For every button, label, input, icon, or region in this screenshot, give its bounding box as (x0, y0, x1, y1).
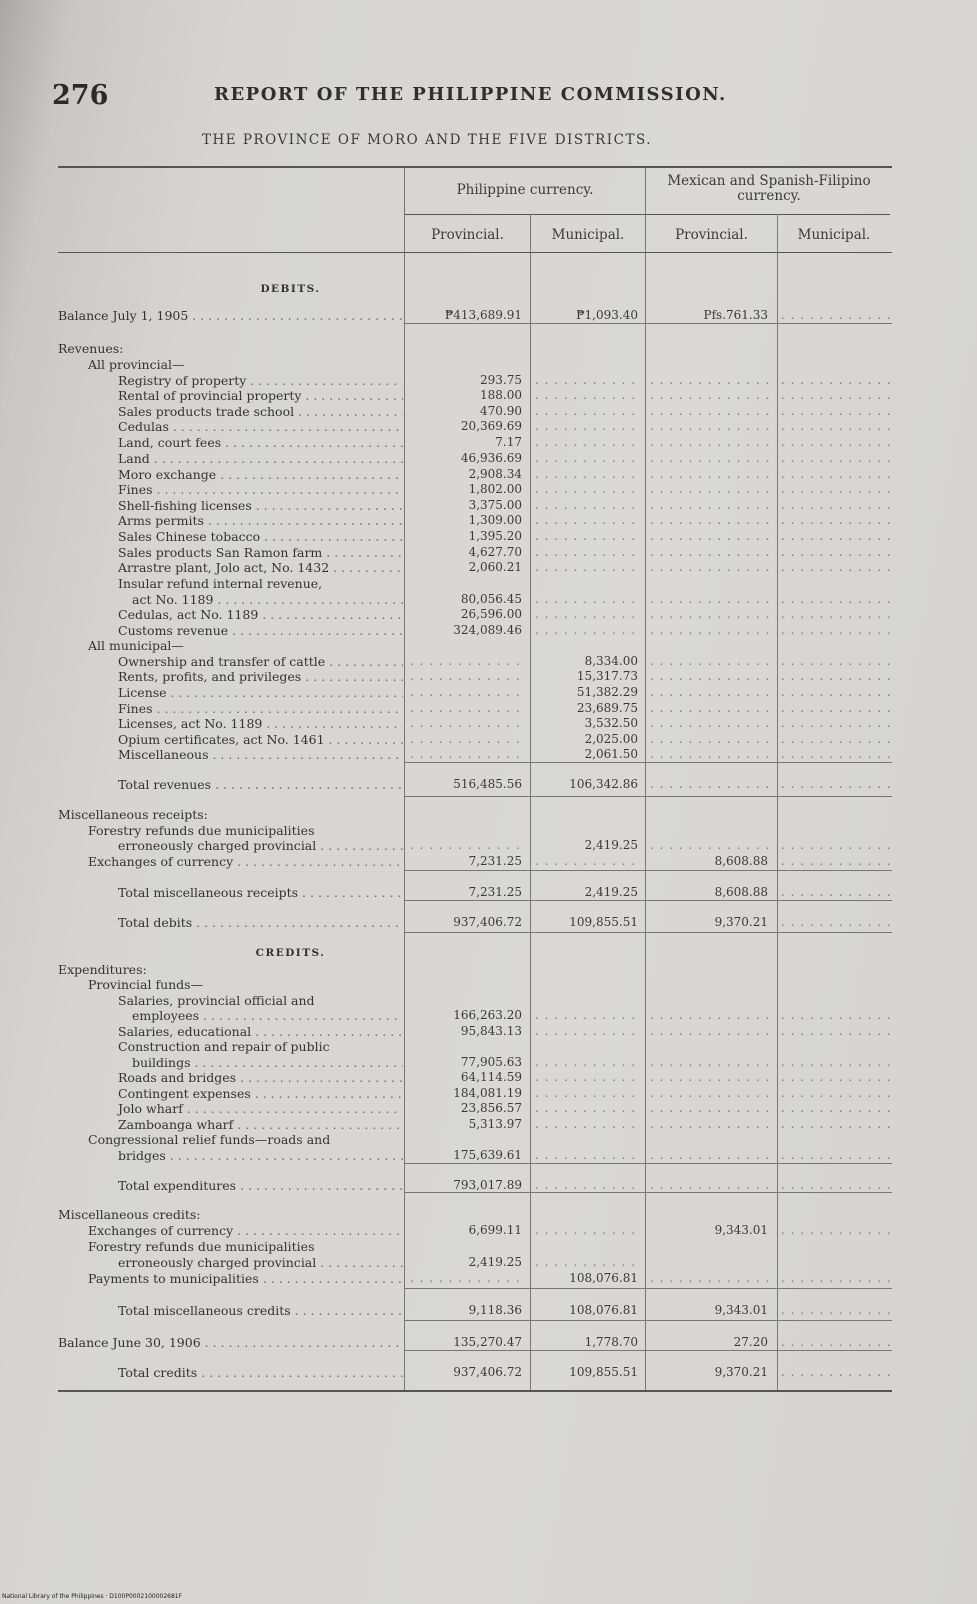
row-label: Sales Chinese tobacco . . . (58, 528, 403, 545)
row-label: Forestry refunds due municipalities (88, 1239, 315, 1254)
table-row (0, 684, 977, 701)
table-row (0, 450, 977, 467)
section-heading: CREDITS. (255, 947, 326, 959)
table-cell: 9,370.21 (714, 1365, 768, 1379)
empty-cell-leader (781, 1069, 891, 1086)
row-label: Provincial funds— (88, 977, 204, 992)
empty-cell-leader (781, 1222, 891, 1239)
table-row (0, 340, 977, 357)
table-cell: 2,908.34 (468, 467, 522, 481)
row-label: Exchanges of currency . . . (58, 1222, 403, 1239)
table-bottom-rule (58, 1390, 892, 1392)
empty-cell-leader (410, 668, 525, 685)
empty-cell-leader (650, 1177, 772, 1194)
table-cell: 1,802.00 (468, 482, 522, 496)
table-row (0, 1038, 977, 1055)
row-label: Fines . . . (58, 700, 403, 717)
table-cell: 9,343.01 (714, 1223, 768, 1237)
empty-cell-leader (650, 606, 772, 623)
empty-cell-leader (781, 1302, 891, 1319)
table-cell: 188.00 (480, 388, 522, 402)
empty-cell-leader (650, 1270, 772, 1287)
table-cell: 793,017.89 (453, 1178, 522, 1192)
row-label: Land . . . (58, 450, 403, 467)
row-label: employees . . . (58, 1007, 403, 1024)
empty-cell-leader (535, 1177, 641, 1194)
table-row (0, 715, 977, 732)
table-cell: 8,334.00 (584, 654, 638, 668)
empty-cell-leader (650, 684, 772, 701)
table-row (0, 1206, 977, 1223)
empty-cell-leader (781, 606, 891, 623)
empty-cell-leader (781, 1147, 891, 1164)
table-cell: 7.17 (495, 435, 522, 449)
table-row (0, 1007, 977, 1024)
table-row (0, 281, 977, 298)
empty-cell-leader (535, 606, 641, 623)
table-cell: 8,608.88 (714, 854, 768, 868)
empty-cell-leader (535, 1254, 641, 1271)
row-label: act No. 1189 . . . (58, 591, 403, 608)
table-cell: 1,395.20 (468, 529, 522, 543)
table-cell: 26,596.00 (460, 607, 522, 621)
table-row (0, 575, 977, 592)
table-row (0, 528, 977, 545)
table-cell: 27.20 (733, 1335, 768, 1349)
row-label: Shell-fishing licenses . . . (58, 497, 403, 514)
empty-cell-leader (650, 434, 772, 451)
empty-cell-leader (650, 776, 772, 793)
table-row (0, 1270, 977, 1287)
row-label: erroneously charged provincial . . . (58, 1254, 403, 1271)
row-label: Arrastre plant, Jolo act, No. 1432 . . . (58, 559, 403, 576)
table-cell: 324,089.46 (453, 623, 522, 637)
table-row (0, 307, 977, 324)
table-cell: 6,699.11 (468, 1223, 522, 1237)
row-label: Jolo wharf . . . (58, 1100, 403, 1117)
table-row (0, 1177, 977, 1194)
row-label: Total credits . . . (58, 1364, 403, 1381)
empty-cell-leader (781, 684, 891, 701)
row-label: Insular refund internal revenue, (118, 576, 323, 591)
table-cell: 7,231.25 (468, 854, 522, 868)
empty-cell-leader (781, 528, 891, 545)
empty-cell-leader (781, 746, 891, 763)
page-number: 276 (52, 80, 109, 111)
row-label: Opium certificates, act No. 1461 . . . (58, 731, 403, 748)
table-row (0, 356, 977, 373)
table-row (0, 914, 977, 931)
row-label: Fines . . . (58, 481, 403, 498)
row-label: Miscellaneous credits: (58, 1207, 201, 1222)
empty-cell-leader (650, 418, 772, 435)
table-row (0, 481, 977, 498)
table-cell: 108,076.81 (569, 1271, 638, 1285)
table-cell: 77,905.63 (460, 1055, 522, 1069)
table-cell: 470.90 (480, 404, 522, 418)
table-cell: 109,855.51 (569, 915, 638, 929)
row-separator-rule (404, 1320, 892, 1321)
row-label: Contingent expenses . . . (58, 1085, 403, 1102)
row-label: License . . . (58, 684, 403, 701)
empty-cell-leader (410, 715, 525, 732)
row-label: Balance June 30, 1906 . . . (58, 1334, 403, 1351)
table-cell: 937,406.72 (453, 1365, 522, 1379)
empty-cell-leader (535, 512, 641, 529)
row-label: Revenues: (58, 341, 124, 356)
table-row (0, 1222, 977, 1239)
empty-cell-leader (535, 1100, 641, 1117)
table-row (0, 976, 977, 993)
row-label: Exchanges of currency . . . (58, 853, 403, 870)
table-cell: 95,843.13 (460, 1024, 522, 1038)
row-label: All municipal— (88, 638, 184, 653)
table-cell: ₱413,689.91 (444, 308, 522, 322)
table-row (0, 1131, 977, 1148)
table-cell: 108,076.81 (569, 1303, 638, 1317)
empty-cell-leader (650, 528, 772, 545)
table-row (0, 746, 977, 763)
empty-cell-leader (535, 1147, 641, 1164)
empty-cell-leader (535, 559, 641, 576)
row-label: Land, court fees . . . (58, 434, 403, 451)
table-row (0, 418, 977, 435)
col-header-mexican-municipal: Municipal. (797, 227, 871, 243)
table-cell: 175,639.61 (453, 1148, 522, 1162)
table-cell: 23,689.75 (576, 701, 638, 715)
empty-cell-leader (650, 837, 772, 854)
empty-cell-leader (650, 1069, 772, 1086)
table-cell: 166,263.20 (453, 1008, 522, 1022)
table-cell: 1,778.70 (584, 1335, 638, 1349)
empty-cell-leader (781, 884, 891, 901)
empty-cell-leader (781, 1007, 891, 1024)
section-heading: DEBITS. (260, 283, 321, 295)
empty-cell-leader (650, 1147, 772, 1164)
table-cell: 2,060.21 (468, 560, 522, 574)
empty-cell-leader (781, 668, 891, 685)
row-label: Roads and bridges . . . (58, 1069, 403, 1086)
table-cell: 46,936.69 (460, 451, 522, 465)
table-cell: 3,532.50 (584, 716, 638, 730)
row-label: Total revenues . . . (58, 776, 403, 793)
empty-cell-leader (781, 1334, 891, 1351)
empty-cell-leader (410, 746, 525, 763)
col-header-philippine-municipal: Municipal. (551, 227, 625, 243)
column-header-underline (58, 252, 892, 253)
row-label: Forestry refunds due municipalities (88, 823, 315, 838)
table-cell: 106,342.86 (569, 777, 638, 791)
empty-cell-leader (650, 1100, 772, 1117)
table-cell: 8,608.88 (714, 885, 768, 899)
row-separator-rule (404, 1288, 892, 1289)
table-row (0, 559, 977, 576)
table-top-rule (58, 166, 892, 168)
empty-cell-leader (781, 1100, 891, 1117)
row-label: Construction and repair of public (118, 1039, 330, 1054)
row-separator-rule (404, 796, 892, 797)
table-row (0, 945, 977, 962)
empty-cell-leader (535, 1069, 641, 1086)
row-label: Cedulas . . . (58, 418, 403, 435)
row-label: Sales products trade school . . . (58, 403, 403, 420)
empty-cell-leader (535, 1007, 641, 1024)
empty-cell-leader (781, 387, 891, 404)
row-label: erroneously charged provincial . . . (58, 837, 403, 854)
row-label: Payments to municipalities . . . (58, 1270, 403, 1287)
table-row (0, 1100, 977, 1117)
running-header: REPORT OF THE PHILIPPINE COMMISSION. (214, 84, 727, 105)
table-row (0, 853, 977, 870)
row-label: Total debits . . . (58, 914, 403, 931)
table-cell: 7,231.25 (468, 885, 522, 899)
group-header-underline (404, 214, 890, 215)
empty-cell-leader (410, 837, 525, 854)
row-label: Rents, profits, and privileges . . . (58, 668, 403, 685)
empty-cell-leader (535, 418, 641, 435)
empty-cell-leader (781, 837, 891, 854)
table-row (0, 1302, 977, 1319)
table-row (0, 637, 977, 654)
table-cell: 135,270.47 (453, 1335, 522, 1349)
table-cell: Pfs.761.33 (703, 308, 768, 322)
row-separator-rule (404, 932, 892, 933)
table-row (0, 1334, 977, 1351)
table-row (0, 1069, 977, 1086)
empty-cell-leader (650, 387, 772, 404)
row-label: Ownership and transfer of cattle . . . (58, 653, 403, 670)
table-row (0, 668, 977, 685)
empty-cell-leader (410, 684, 525, 701)
table-row (0, 434, 977, 451)
empty-cell-leader (650, 668, 772, 685)
empty-cell-leader (650, 715, 772, 732)
table-cell: 64,114.59 (460, 1070, 522, 1084)
table-cell: 1,309.00 (468, 513, 522, 527)
empty-cell-leader (781, 418, 891, 435)
empty-cell-leader (535, 481, 641, 498)
table-row (0, 884, 977, 901)
table-cell: 5,313.97 (468, 1117, 522, 1131)
empty-cell-leader (650, 1007, 772, 1024)
row-label: bridges . . . (58, 1147, 403, 1164)
row-label: Miscellaneous . . . (58, 746, 403, 763)
row-label: Licenses, act No. 1189 . . . (58, 715, 403, 732)
row-separator-rule (404, 870, 892, 871)
empty-cell-leader (535, 853, 641, 870)
table-cell: 109,855.51 (569, 1365, 638, 1379)
row-label: All provincial— (88, 357, 185, 372)
empty-cell-leader (781, 853, 891, 870)
empty-cell-leader (410, 1270, 525, 1287)
empty-cell-leader (781, 450, 891, 467)
empty-cell-leader (781, 481, 891, 498)
empty-cell-leader (781, 776, 891, 793)
empty-cell-leader (781, 1270, 891, 1287)
empty-cell-leader (650, 512, 772, 529)
row-label: Total expenditures . . . (58, 1177, 403, 1194)
table-cell: 20,369.69 (460, 419, 522, 433)
empty-cell-leader (781, 1364, 891, 1381)
row-label: buildings . . . (58, 1054, 403, 1071)
empty-cell-leader (781, 715, 891, 732)
table-cell: 9,118.36 (468, 1303, 522, 1317)
table-row (0, 776, 977, 793)
table-row (0, 806, 977, 823)
empty-cell-leader (535, 1222, 641, 1239)
table-row (0, 1364, 977, 1381)
row-label: Rental of provincial property . . . (58, 387, 403, 404)
empty-cell-leader (650, 746, 772, 763)
table-row (0, 512, 977, 529)
row-label: Total miscellaneous receipts . . . (58, 884, 403, 901)
table-cell: 184,081.19 (453, 1086, 522, 1100)
table-cell: 293.75 (480, 373, 522, 387)
table-cell: 937,406.72 (453, 915, 522, 929)
table-cell: 2,419.25 (468, 1255, 522, 1269)
table-cell: 2,419.25 (584, 838, 638, 852)
col-header-mexican-provincial: Provincial. (675, 227, 748, 243)
row-label: Balance July 1, 1905 . . . (58, 307, 403, 324)
row-label: Zamboanga wharf . . . (58, 1116, 403, 1133)
table-cell: 80,056.45 (460, 592, 522, 606)
footer-credit: National Library of the Philippines · D100P0002100002681F (2, 1593, 183, 1600)
row-label: Moro exchange . . . (58, 466, 403, 483)
empty-cell-leader (535, 450, 641, 467)
empty-cell-leader (781, 434, 891, 451)
table-cell: 4,627.70 (468, 545, 522, 559)
group-header-mexican: Mexican and Spanish-Filipino currency. (667, 173, 871, 204)
table-row (0, 387, 977, 404)
row-label: Salaries, educational . . . (58, 1023, 403, 1040)
table-row (0, 837, 977, 854)
table-cell: ₱1,093.40 (576, 308, 638, 322)
table-cell: 9,370.21 (714, 915, 768, 929)
table-cell: 15,317.73 (576, 669, 638, 683)
row-label: Cedulas, act No. 1189 . . . (58, 606, 403, 623)
group-header-philippine: Philippine currency. (456, 182, 594, 198)
row-label: Congressional relief funds—roads and (88, 1132, 331, 1147)
empty-cell-leader (650, 481, 772, 498)
table-row (0, 606, 977, 623)
empty-cell-leader (781, 307, 891, 324)
empty-cell-leader (650, 559, 772, 576)
table-cell: 9,343.01 (714, 1303, 768, 1317)
row-label: Expenditures: (58, 962, 147, 977)
table-cell: 51,382.29 (576, 685, 638, 699)
table-cell: 3,375.00 (468, 498, 522, 512)
table-cell: 516,485.56 (453, 777, 522, 791)
empty-cell-leader (535, 387, 641, 404)
col-header-philippine-provincial: Provincial. (431, 227, 504, 243)
table-cell: 2,025.00 (584, 732, 638, 746)
table-row (0, 1238, 977, 1255)
empty-cell-leader (650, 450, 772, 467)
table-title: THE PROVINCE OF MORO AND THE FIVE DISTRICTS. (202, 132, 653, 148)
empty-cell-leader (781, 512, 891, 529)
table-cell: 23,856.57 (460, 1101, 522, 1115)
empty-cell-leader (781, 559, 891, 576)
row-label: Miscellaneous receipts: (58, 807, 208, 822)
table-row (0, 1147, 977, 1164)
empty-cell-leader (535, 434, 641, 451)
empty-cell-leader (781, 914, 891, 931)
table-cell: 2,061.50 (584, 747, 638, 761)
row-label: Arms permits . . . (58, 512, 403, 529)
row-label: Customs revenue . . . (58, 622, 403, 639)
row-label: Registry of property . . . (58, 372, 403, 389)
table-row (0, 1254, 977, 1271)
empty-cell-leader (781, 1177, 891, 1194)
row-label: Salaries, provincial official and (118, 993, 315, 1008)
row-label: Sales products San Ramon farm . . . (58, 544, 403, 561)
empty-cell-leader (535, 528, 641, 545)
table-cell: 2,419.25 (584, 885, 638, 899)
row-label: Total miscellaneous credits . . . (58, 1302, 403, 1319)
